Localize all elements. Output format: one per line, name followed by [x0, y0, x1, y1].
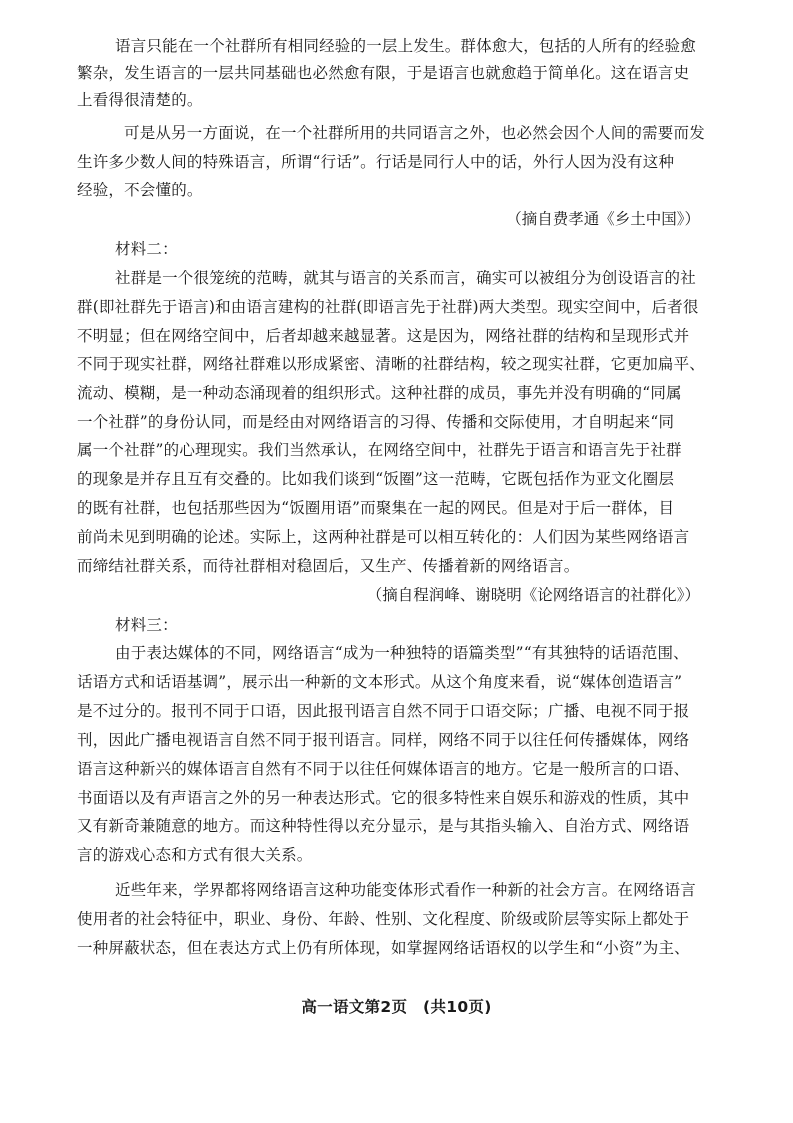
paragraph-line: 经验，不会懂的。 — [77, 181, 203, 199]
source-citation: （摘自程润峰、谢晓明《论网络语言的社群化》） — [366, 586, 700, 604]
paragraph-line: 刊，因此广播电视语言自然不同于报刊语言。同样，网络不同于以往任何传播媒体，网络 — [77, 731, 690, 749]
paragraph-line: 上看得很清楚的。 — [77, 91, 203, 109]
paragraph-line: 流动、模糊，是一种动态涌现着的组织形式。这种社群的成员，事先并没有明确的“同属 — [77, 384, 682, 402]
page-footer: 高一语文第2页 (共10页) — [301, 998, 492, 1016]
paragraph-line: 社群是一个很笼统的范畴，就其与语言的关系而言，确实可以被组分为创设语言的社 — [115, 269, 696, 287]
paragraph-line: 而缔结社群关系，而待社群相对稳固后，又生产、传播着新的网络语言。 — [77, 557, 580, 575]
paragraph-line: 群(即社群先于语言)和由语言建构的社群(即语言先于社群)两大类型。现实空间中，后者很 — [77, 298, 699, 316]
paragraph-line: 前尚未见到明确的论述。实际上，这两种社群是可以相互转化的：人们因为某些网络语言 — [77, 528, 690, 546]
section-heading: 材料三： — [115, 616, 178, 634]
paragraph-line: 近些年来，学界都将网络语言这种功能变体形式看作一种新的社会方言。在网络语言 — [115, 881, 696, 899]
paragraph-line: 的既有社群，也包括那些因为“饭圈用语”而聚集在一起的网民。但是对于后一群体，目 — [77, 499, 675, 517]
paragraph-line: 语言只能在一个社群所有相同经验的一层上发生。群体愈大，包括的人所有的经验愈 — [115, 37, 696, 55]
paragraph-line: 语言这种新兴的媒体语言自然有不同于以往任何媒体语言的地方。它是一般所言的口语、 — [77, 760, 690, 778]
paragraph-line: 话语方式和话语基调”，展示出一种新的文本形式。从这个角度来看，说“媒体创造语言” — [77, 673, 683, 691]
paragraph-line: 是不过分的。报刊不同于口语，因此报刊语言自然不同于口语交际；广播、电视不同于报 — [77, 702, 690, 720]
paragraph-line: 书面语以及有声语言之外的另一种表达形式。它的很多特性来自娱乐和游戏的性质，其中 — [77, 789, 690, 807]
section-heading: 材料二： — [115, 240, 178, 258]
paragraph-line: 一个社群”的身份认同，而是经由对网络语言的习得、传播和交际使用，才自明起来“同 — [77, 413, 675, 431]
paragraph-line: 言的游戏心态和方式有很大关系。 — [77, 846, 313, 864]
paragraph-line: 又有新奇兼随意的地方。而这种特性得以充分显示，是与其指头输入、自治方式、网络语 — [77, 817, 690, 835]
paragraph-line: 不明显；但在网络空间中，后者却越来越显著。这是因为，网络社群的结构和呈现形式并 — [77, 327, 690, 345]
paragraph-line: 由于表达媒体的不同，网络语言“成为一种独特的语篇类型”“有其独特的话语范围、 — [115, 644, 689, 662]
paragraph-line: 可是从另一方面说，在一个社群所用的共同语言之外，也必然会因个人间的需要而发 — [124, 124, 705, 142]
paragraph-line: 生许多少数人间的特殊语言，所谓“行话”。行话是同行人中的话，外行人因为没有这种 — [77, 153, 675, 171]
paragraph-line: 属一个社群”的心理现实。我们当然承认，在网络空间中，社群先于语言和语言先于社群 — [77, 441, 682, 459]
paragraph-line: 繁杂，发生语言的一层共同基础也必然愈有限，于是语言也就愈趋于简单化。这在语言史 — [77, 64, 690, 82]
paragraph-line: 的现象是并存且互有交叠的。比如我们谈到“饭圈”这一范畴，它既包括作为亚文化圈层 — [77, 470, 675, 488]
paragraph-line: 不同于现实社群，网络社群难以形成紧密、清晰的社群结构，较之现实社群，它更加扁平、 — [77, 355, 706, 373]
source-citation: （摘自费孝通《乡土中国》） — [506, 210, 700, 228]
paragraph-line: 一种屏蔽状态，但在表达方式上仍有所体现，如掌握网络话语权的以学生和“小资”为主、 — [77, 939, 690, 957]
paragraph-line: 使用者的社会特征中，职业、身份、年龄、性别、文化程度、阶级或阶层等实际上都处于 — [77, 910, 690, 928]
